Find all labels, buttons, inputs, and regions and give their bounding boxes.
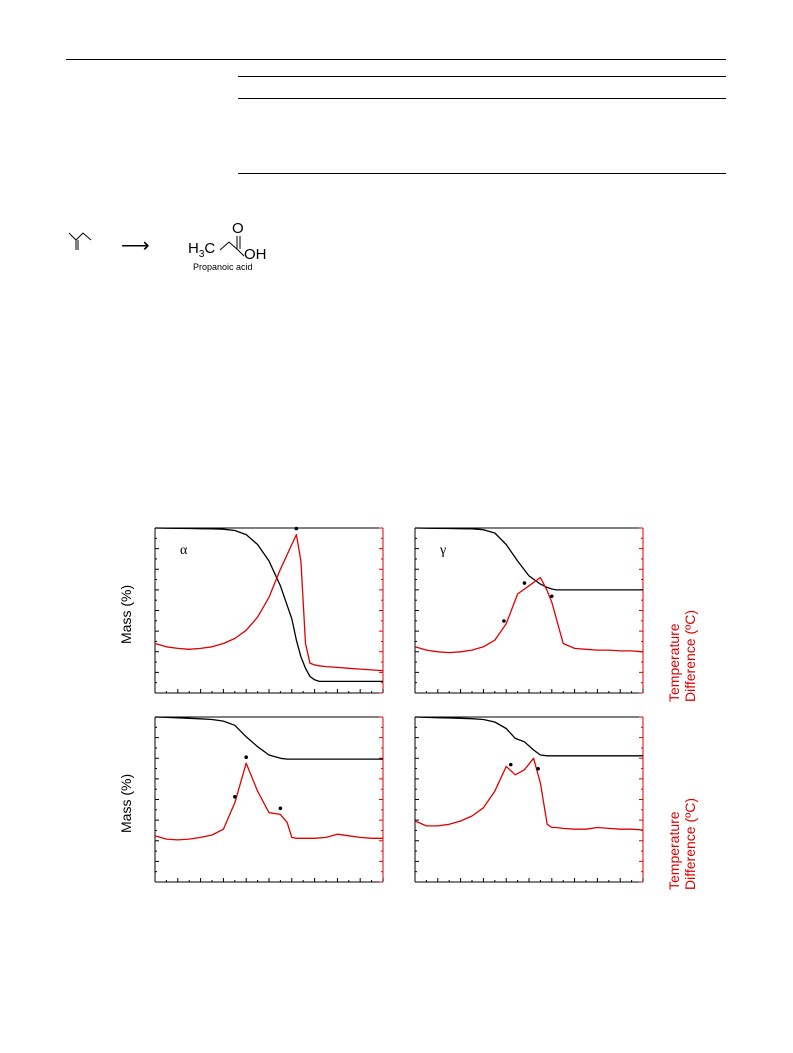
mass-curve	[415, 717, 643, 756]
peak-marker	[295, 527, 299, 531]
peak-marker	[244, 755, 248, 759]
chart-panel-bottom-left	[150, 713, 390, 887]
dta-curve	[415, 758, 643, 830]
product-h: H	[188, 240, 199, 257]
header-rule	[66, 59, 726, 60]
peak-marker	[509, 763, 513, 767]
product-c: C	[204, 240, 216, 257]
peak-marker	[523, 581, 527, 585]
panel-label: γ	[440, 543, 447, 558]
chart-panel-alpha	[150, 524, 390, 698]
peak-marker	[550, 594, 554, 598]
mass-curve	[415, 528, 643, 590]
left-axis-label-top: Mass (%)	[118, 584, 134, 644]
mass-curve	[155, 717, 383, 759]
chart-panel-bottom-right	[410, 713, 650, 887]
product-name: Propanoic acid	[193, 262, 253, 272]
mass-curve	[155, 528, 383, 681]
table-top-rule	[238, 76, 726, 77]
right-axis-label-bottom: Temperature Difference (ºC)	[666, 798, 698, 890]
table-bottom-rule	[238, 173, 726, 174]
panel-label: α	[180, 543, 188, 558]
reaction-arrow: ⟶	[121, 235, 150, 257]
dta-curve	[415, 578, 643, 653]
product-structure	[186, 220, 276, 280]
table-header-rule	[238, 98, 726, 99]
dta-curve	[155, 535, 383, 671]
product-oh: OH	[244, 246, 267, 263]
peak-marker	[536, 767, 540, 771]
chart-panel-gamma	[410, 524, 650, 698]
reactant-structure	[64, 224, 104, 254]
peak-marker	[502, 619, 506, 623]
product-o: O	[232, 220, 244, 237]
product-sub: 3	[198, 249, 205, 260]
peak-marker	[279, 807, 283, 811]
left-axis-label-bottom: Mass (%)	[118, 773, 134, 833]
right-axis-label-top: Temperature Difference (ºC)	[666, 610, 698, 702]
dta-curve	[155, 763, 383, 840]
peak-marker	[233, 795, 237, 799]
